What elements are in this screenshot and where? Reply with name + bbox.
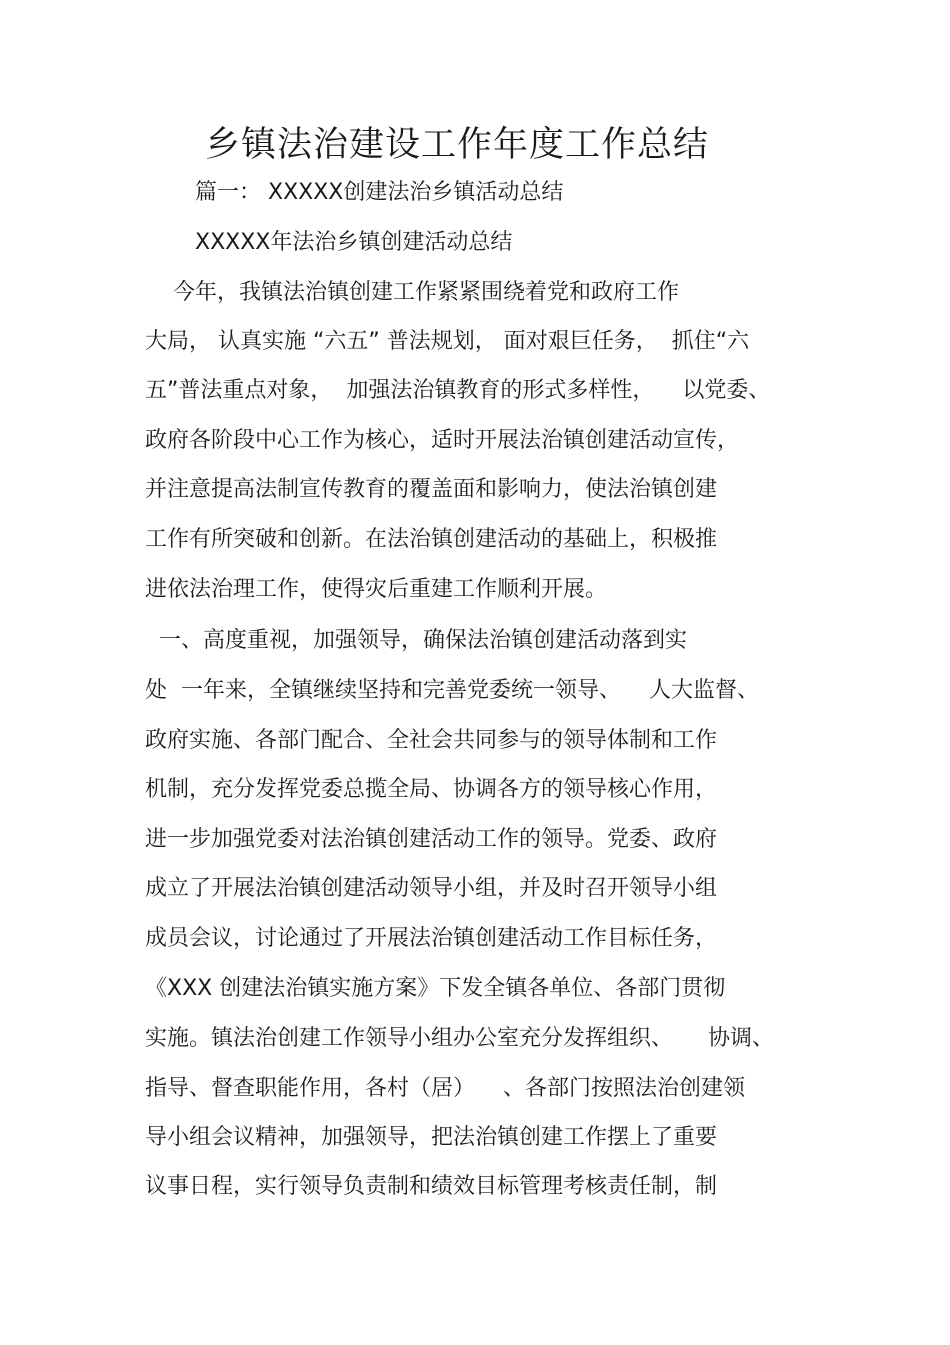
paragraph-line: 政府实施、各部门配合、全社会共同参与的领导体制和工作: [145, 728, 718, 753]
paragraph-line: 今年，我镇法治镇创建工作紧紧围绕着党和政府工作: [145, 280, 679, 305]
paragraph-line: 五”普法重点对象， 加强法治镇教育的形式多样性， 以党委、: [145, 378, 771, 403]
paragraph-line: 实施。镇法治创建工作领导小组办公室充分发挥组织、 协调、: [145, 1026, 774, 1051]
document-title: 乡镇法治建设工作年度工作总结: [205, 125, 710, 165]
paragraph-line: 进依法治理工作，使得灾后重建工作顺利开展。: [145, 577, 608, 602]
paragraph-line: 工作有所突破和创新。在法治镇创建活动的基础上，积极推: [145, 527, 718, 552]
paragraph-line: 一、高度重视，加强领导，确保法治镇创建活动落到实: [145, 628, 687, 653]
paragraph-line: 大局， 认真实施 “六五” 普法规划， 面对艰巨任务， 抓住“六: [145, 329, 750, 354]
paragraph-line: 成立了开展法治镇创建活动领导小组，并及时召开领导小组: [145, 876, 718, 901]
paragraph-line: 《XXX 创建法治镇实施方案》下发全镇各单位、各部门贯彻: [145, 976, 726, 1001]
paragraph-line: 成员会议，讨论通过了开展法治镇创建活动工作目标任务，: [145, 926, 718, 951]
paragraph-line: 议事日程，实行领导负责制和绩效目标管理考核责任制，制: [145, 1174, 718, 1199]
paragraph-line: 导小组会议精神，加强领导，把法治镇创建工作摆上了重要: [145, 1125, 718, 1150]
document-subtitle-2: XXXXX年法治乡镇创建活动总结: [195, 230, 513, 255]
paragraph-line: 进一步加强党委对法治镇创建活动工作的领导。党委、政府: [145, 827, 718, 852]
paragraph-line: 机制，充分发挥党委总揽全局、协调各方的领导核心作用，: [145, 777, 718, 802]
document-subtitle: 篇一： XXXXX创建法治乡镇活动总结: [195, 180, 564, 205]
paragraph-line: 并注意提高法制宣传教育的覆盖面和影响力，使法治镇创建: [145, 477, 718, 502]
paragraph-line: 指导、督查职能作用，各村（居） 、各部门按照法治创建领: [145, 1076, 745, 1101]
paragraph-line: 处 一年来，全镇继续坚持和完善党委统一领导、 人大监督、: [145, 678, 759, 703]
paragraph-line: 政府各阶段中心工作为核心，适时开展法治镇创建活动宣传，: [145, 428, 740, 453]
